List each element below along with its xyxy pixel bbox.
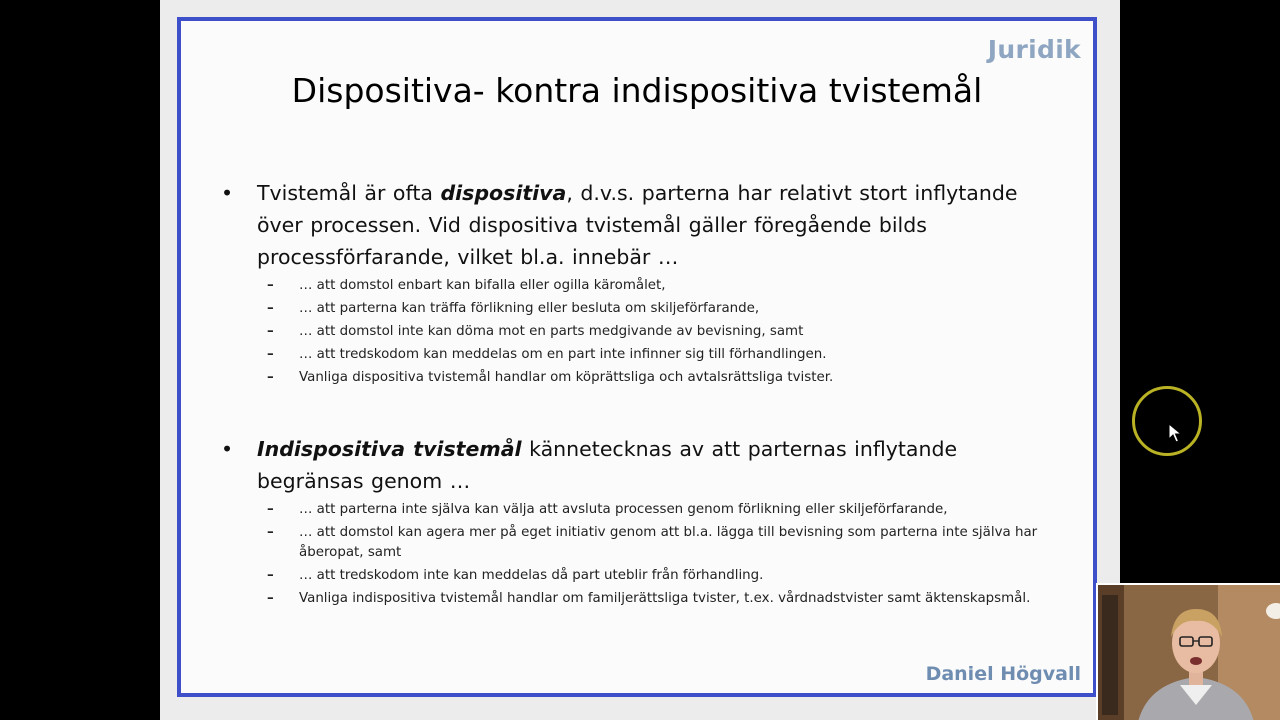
- cursor-highlight-ring: [1132, 386, 1202, 456]
- bullet-dispositiva: [221, 177, 1057, 273]
- bullet-indispositiva: [221, 433, 1057, 497]
- brand-logo: Juridik: [987, 35, 1081, 64]
- list-item: – Vanliga dispositiva tvistemål handlar om köprättsliga och avtalsrättsliga tvister.: [267, 368, 1067, 388]
- sublist-dispositiva: [267, 276, 1067, 391]
- dash-icon: –: [267, 278, 274, 293]
- bullet-text-after: , d.v.s. parterna har relativt stort inflytande över processen. Vid dispositiva tvistemål gäller föregående bilds processförfarande, vilket bl.a. innebär …: [257, 181, 1018, 269]
- slide-frame: [177, 17, 1097, 697]
- author-name: Daniel Högvall: [925, 663, 1081, 685]
- bullet-icon: •: [221, 181, 234, 205]
- bullet-emphasis: dispositiva: [440, 181, 567, 205]
- list-item: – … att tredskodom inte kan meddelas då part uteblir från förhandling.: [267, 566, 1067, 586]
- dash-icon: –: [267, 347, 274, 362]
- dash-icon: –: [267, 370, 274, 385]
- dash-icon: –: [267, 324, 274, 339]
- dash-icon: –: [267, 591, 274, 606]
- bullet-text-after: kännetecknas av att parternas inflytande begränsas genom …: [257, 437, 958, 493]
- dash-icon: –: [267, 502, 274, 517]
- list-item: – … att parterna kan träffa förlikning eller besluta om skiljeförfarande,: [267, 299, 1067, 319]
- bullet-emphasis: Indispositiva tvistemål: [257, 437, 522, 461]
- bullet-text-before: Tvistemål är ofta: [257, 181, 441, 205]
- presenter-video-image: [1098, 585, 1280, 720]
- dash-icon: –: [267, 525, 274, 540]
- list-item: – … att domstol kan agera mer på eget initiativ genom att bl.a. lägga till bevisning som parterna inte själva har åberopat, samt: [267, 525, 1038, 560]
- list-item: – Vanliga indispositiva tvistemål handlar om familjerättsliga tvister, t.ex. vårdnadstvister samt äktenskapsmål.: [267, 589, 1067, 609]
- webcam-overlay: [1096, 583, 1280, 720]
- list-item: – … att domstol inte kan döma mot en parts medgivande av bevisning, samt: [267, 322, 1067, 342]
- dash-icon: –: [267, 301, 274, 316]
- arrow-cursor-icon: [1168, 423, 1182, 443]
- bullet-icon: •: [221, 437, 234, 461]
- sublist-indispositiva: [267, 500, 1067, 612]
- list-item: – … att domstol enbart kan bifalla eller ogilla käromålet,: [267, 276, 1067, 296]
- list-item: – … att tredskodom kan meddelas om en part inte infinner sig till förhandlingen.: [267, 345, 1067, 365]
- dash-icon: –: [267, 568, 274, 583]
- list-item: – … att parterna inte själva kan välja att avsluta processen genom förlikning eller skiljeförfarande,: [267, 500, 1067, 520]
- slide-title: Dispositiva- kontra indispositiva tvistemål: [291, 71, 983, 110]
